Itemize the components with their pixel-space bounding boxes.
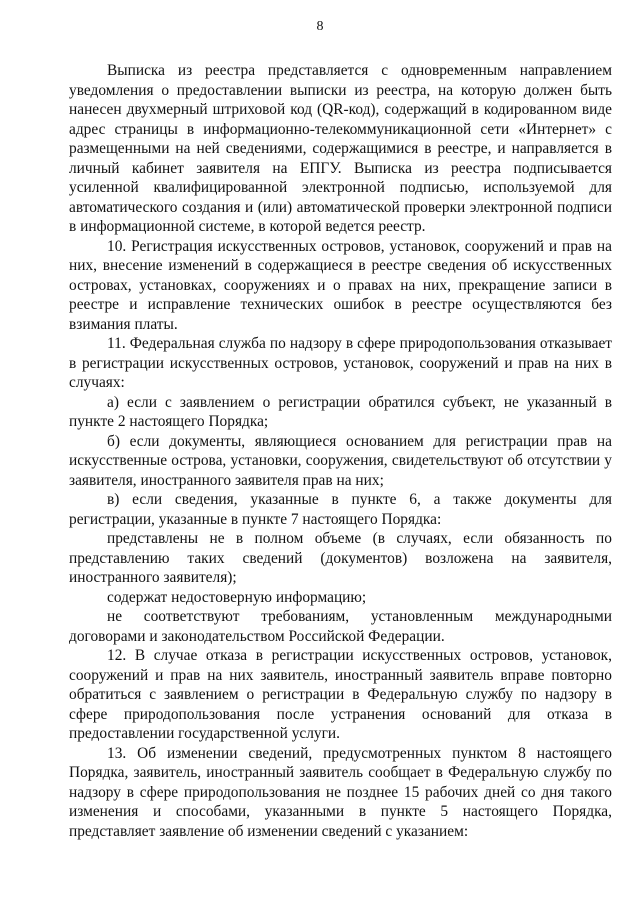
sub-item-noncompliant: не соответствуют требованиям, установленным международными договорами и законодательством Российской Федерации. (69, 608, 612, 645)
paragraph-13-changes: 13. Об изменении сведений, предусмотренных пунктом 8 настоящего Порядка, заявитель, иностранный заявитель сообщает в Федеральную службу по надзору в сфере природопользования не позднее 15 рабочих дней со дня такого изменения и способами, указанными в пункте 5 настоящего Порядка, представляет заявление об изменении сведений с указанием: (69, 744, 612, 840)
sub-item-incomplete: представлены не в полном объеме (в случаях, если обязанность по представлению таких сведений (документов) возложена на заявителя, иностранного заявителя); (69, 530, 612, 586)
paragraph-11-refusal-grounds: 11. Федеральная служба по надзору в сфере природопользования отказывает в регистрации искусственных островов, установок, сооружений и прав на них в случаях: (69, 335, 612, 391)
list-item-a: а) если с заявлением о регистрации обратился субъект, не указанный в пункте 2 настоящего Порядка; (69, 393, 612, 430)
paragraph-12-reapply: 12. В случае отказа в регистрации искусственных островов, установок, сооружений и прав на них заявитель, иностранный заявитель вправе повторно обратиться с заявлением о регистрации в Федеральную службу по надзору в сфере природопользования после устранения оснований для отказа в предоставлении государственной услуги. (69, 647, 612, 742)
document-body (69, 61, 612, 841)
list-item-v: в) если сведения, указанные в пункте 6, а также документы для регистрации, указанные в пункте 7 настоящего Порядка: (69, 491, 612, 528)
sub-item-unreliable: содержат недостоверную информацию; (107, 588, 367, 606)
paragraph-extract-registry: Выписка из реестра представляется с одновременным направлением уведомления о предоставлении выписки из реестра, на которую должен быть нанесен двухмерный штриховой код (QR-код), содержащий в кодированном виде адрес страницы в информационно-телекоммуникационной сети «Интернет» с размещенными на ней сведениями, содержащимися в реестре, и направляется в личный кабинет заявителя на ЕПГУ. Выписка из реестра подписывается усиленной квалифицированной электронной подписью, используемой для автоматического создания и (или) автоматической проверки электронной подписи в информационной системе, в которой ведется реестр. (69, 62, 612, 235)
paragraph-10-free-registration: 10. Регистрация искусственных островов, установок, сооружений и прав на них, внесение изменений в содержащиеся в реестре сведения об искусственных островах, установках, сооружениях и о правах на них, прекращение записи в реестре и исправление технических ошибок в реестре осуществляются без взимания платы. (69, 237, 612, 333)
page-number: 8 (316, 19, 324, 34)
list-item-b: б) если документы, являющиеся основанием для регистрации прав на искусственные острова, установки, сооружения, свидетельствуют об отсутствии у заявителя, иностранного заявителя прав на них; (69, 432, 612, 489)
